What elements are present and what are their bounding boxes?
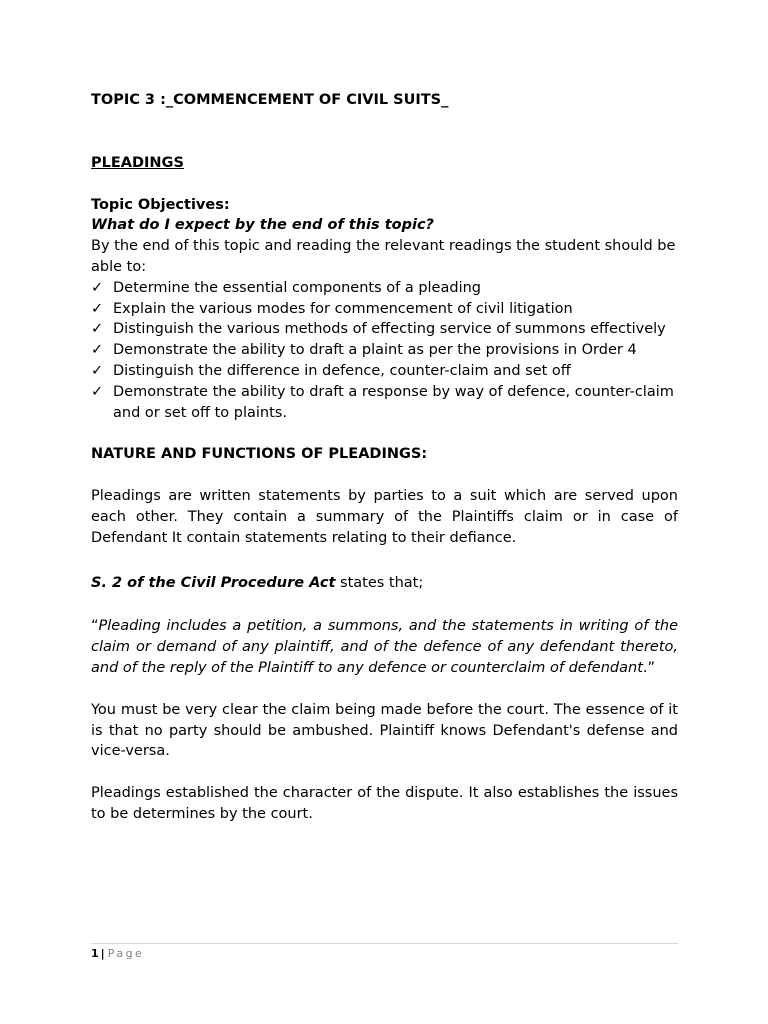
statute-tail: states that; [335,574,424,591]
document-title: TOPIC 3 :_COMMENCEMENT OF CIVIL SUITS_ [91,92,449,108]
document-page [91,90,678,825]
objective-text: Explain the various modes for commencement of civil litigation [113,300,573,317]
check-icon: ✓ [91,362,104,379]
list-item [91,319,678,340]
objective-text: Determine the essential components of a pleading [113,279,481,296]
objectives-heading: Topic Objectives: [91,196,230,213]
paragraph-definition: Pleadings are written statements by parties to a suit which are served upon each other. They contain a summary of the Plaintiffs claim or in case of Defendant It contain statements relating to their defiance. [91,488,678,546]
quote-text: Pleading includes a petition, a summons, and the statements in writing of the claim or demand of any plaintiff, and of the defence of any defendant thereto, and of the reply of the Plaintiff to any defence or counterclaim of defendant [91,618,678,676]
objectives-list [91,278,678,424]
list-item [91,361,678,382]
check-icon: ✓ [91,321,104,338]
statute-line [91,573,678,594]
paragraph-character: Pleadings established the character of the dispute. It also establishes the issues to be determines by the court. [91,785,678,822]
check-icon: ✓ [91,342,104,359]
list-item [91,340,678,361]
objective-text: Distinguish the difference in defence, counter-claim and set off [113,362,571,379]
check-icon: ✓ [91,300,104,317]
statute-reference: S. 2 of the Civil Procedure Act [91,574,336,591]
check-icon: ✓ [91,383,104,400]
objective-text: Demonstrate the ability to draft a plaint as per the provisions in Order 4 [113,342,637,359]
objective-text: Demonstrate the ability to draft a response by way of defence, counter-claim and or set off to plaints. [113,383,674,421]
page-label: Page [107,947,145,960]
footer-separator: | [100,947,105,960]
list-item [91,299,678,320]
list-item [91,382,678,424]
objective-text: Distinguish the various methods of effecting service of summons effectively [113,321,666,338]
quote-close: .” [642,659,656,676]
nature-heading: NATURE AND FUNCTIONS OF PLEADINGS: [91,446,428,463]
pleadings-heading: PLEADINGS [91,154,184,171]
objectives-question: What do I expect by the end of this topic? [91,217,434,234]
page-number: 1 [91,947,99,960]
quote-open: “ [91,618,99,635]
statute-quote [91,616,678,678]
page-footer [91,943,678,961]
paragraph-clarity: You must be very clear the claim being made before the court. The essence of it is that no party should be ambushed. Plaintiff knows Defendant's defense and vice-versa. [91,701,678,760]
list-item [91,278,678,299]
objectives-intro: By the end of this topic and reading the relevant readings the student should be able to: [91,238,676,275]
check-icon: ✓ [91,279,104,296]
